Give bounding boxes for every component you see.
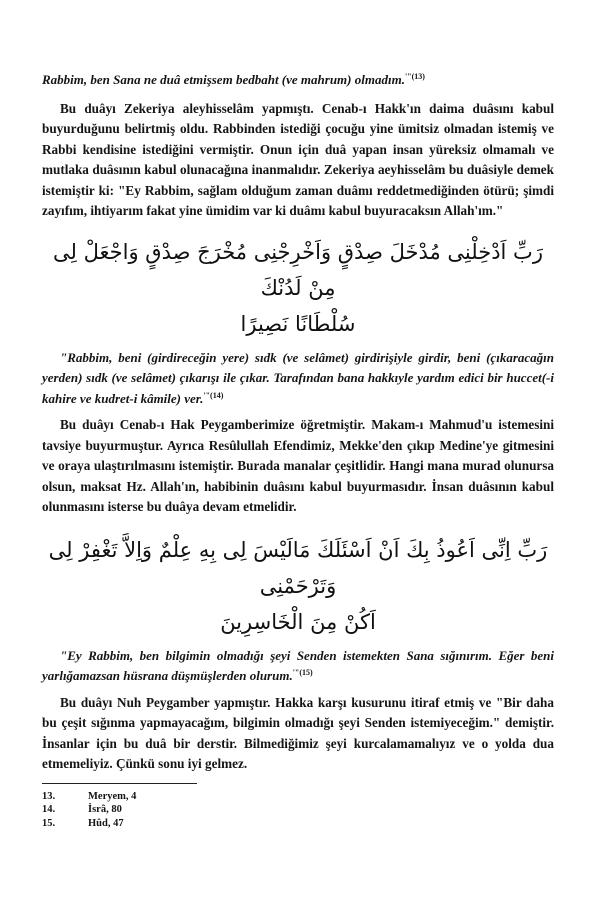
arabic-verse-1 <box>42 234 554 342</box>
footnote-item <box>42 817 554 831</box>
footnote-text: İsrâ, 80 <box>88 804 122 815</box>
quote-rabbim-mahrum <box>42 70 554 91</box>
paragraph-zekeriya: Bu duâyı Zekeriya aleyhisselâm yapmıştı. Cenab-ı Hakk'ın daima duâsını kabul buyurduğunu belirtmiş oldu. Rabbinden istediği çocuğu yine ümitsiz olmadan istemiş ve Rabbi kendisine istediğini vermiştir. Onun için duâ yapan insan yüreksiz olmamalı ve mutlaka duâsının kabul olunacağına inanmalıdır. Zekeriya aeyhisselâm bu duâsiyle demek istemiştir ki: "Ey Rabbim, sağlam olduğum zaman duâmı reddetmediğinden ötürü; şimdi zayıfım, ihtiyarım fakat yine ümidim var ki duâmı kabul buyuracaksın Allah'ım." <box>42 100 554 218</box>
quote-ey-rabbim-siginirim <box>42 646 554 687</box>
footnotes <box>42 790 554 831</box>
footnote-ref-15: '"(15) <box>292 668 313 677</box>
arabic-verse-2 <box>42 532 554 640</box>
arabic-verse-2-line-2: اَكُنْ مِنَ الْخَاسِرِينَ <box>220 609 376 634</box>
footnote-text: Hûd, 47 <box>88 817 124 829</box>
paragraph-makam-mahmud: Bu duâyı Cenab-ı Hak Peygamberimize öğretmiştir. Makam-ı Mahmud'u istemesini tavsiye buyurmuştur. Ayrıca Resûlullah Efendimiz, Mekke'den çıkıp Medine'ye gitmesini ve oraya ulaştırılmasını istemiştir. Burada manalar çeşitlidir. Hangi mana murad olunursa olsun, maksat Hz. Allah'ın, habibinin duâsını kabul buyurmasıdır. İnsan duâsının kabul olunmasını isterse bu duâya devam etmelidir. <box>42 417 554 514</box>
footnote-ref-13: '"(13) <box>404 72 425 81</box>
footnote-number: 15. <box>42 817 56 829</box>
page-content <box>42 70 554 830</box>
quote-text: "Rabbim, beni (girdireceğin yere) sıdk (ve selâmet) girdirişiyle girdir, beni (çıkaracağın yerden) sıdk (ve selâmet) çıkarışı ile çıkar. Tarafından bana hakkıyle yardım edici bir huccet(-i kahire ve kudret-i kâmile) ver. <box>42 349 554 406</box>
quote-text: "Ey Rabbim, ben bilgimin olmadığı şeyi Senden istemekten Sana sığınırım. Eğer beni yarlığamazsan hüsrana düşmüşlerden olurum. <box>42 647 554 683</box>
footnote-ref-14: '"(14) <box>203 390 224 400</box>
arabic-verse-1-line-2: سُلْطَانًا نَصِيرًا <box>240 311 356 336</box>
footnote-divider <box>42 783 197 784</box>
paragraph-nuh: Bu duâyı Nuh Peygamber yapmıştır. Hakka karşı kusurunu itiraf etmiş ve "Bir daha bu çeşit sığınma yapmayacağım, bilgimin olmadığı şeyi Senden istemiyeceğim." demiştir. İnsanlar için bu duâ bir derstir. Bilmediğimiz şeyi kurcalamamalıyız ve o yolda dua etmemeliyiz. Çünkü sonu iyi gelmez. <box>42 694 554 771</box>
footnote-text: Meryem, 4 <box>88 790 137 802</box>
quote-text: Rabbim, ben Sana ne duâ etmişsem bedbaht (ve mahrum) olmadım. <box>42 72 405 87</box>
arabic-verse-2-line-1: رَبِّ اِنِّى اَعُوذُ بِكَ اَنْ اَسْئَلَكَ مَالَيْسَ لِى بِهِ عِلْمٌ وَاِلاَّ تَغْفِرْ لِى وَتَرْحَمْنِى <box>48 537 548 598</box>
footnote-item <box>42 790 554 804</box>
quote-rabbim-girdir <box>42 348 554 410</box>
footnote-number: 14. <box>42 804 56 815</box>
arabic-verse-1-line-1: رَبِّ اَدْخِلْنِى مُدْخَلَ صِدْقٍ وَاَخْرِجْنِى مُخْرَجَ صِدْقٍ وَاجْعَلْ لِى مِنْ لَدُنْكَ <box>53 239 543 300</box>
footnote-item <box>42 803 554 817</box>
footnote-number: 13. <box>42 790 56 802</box>
